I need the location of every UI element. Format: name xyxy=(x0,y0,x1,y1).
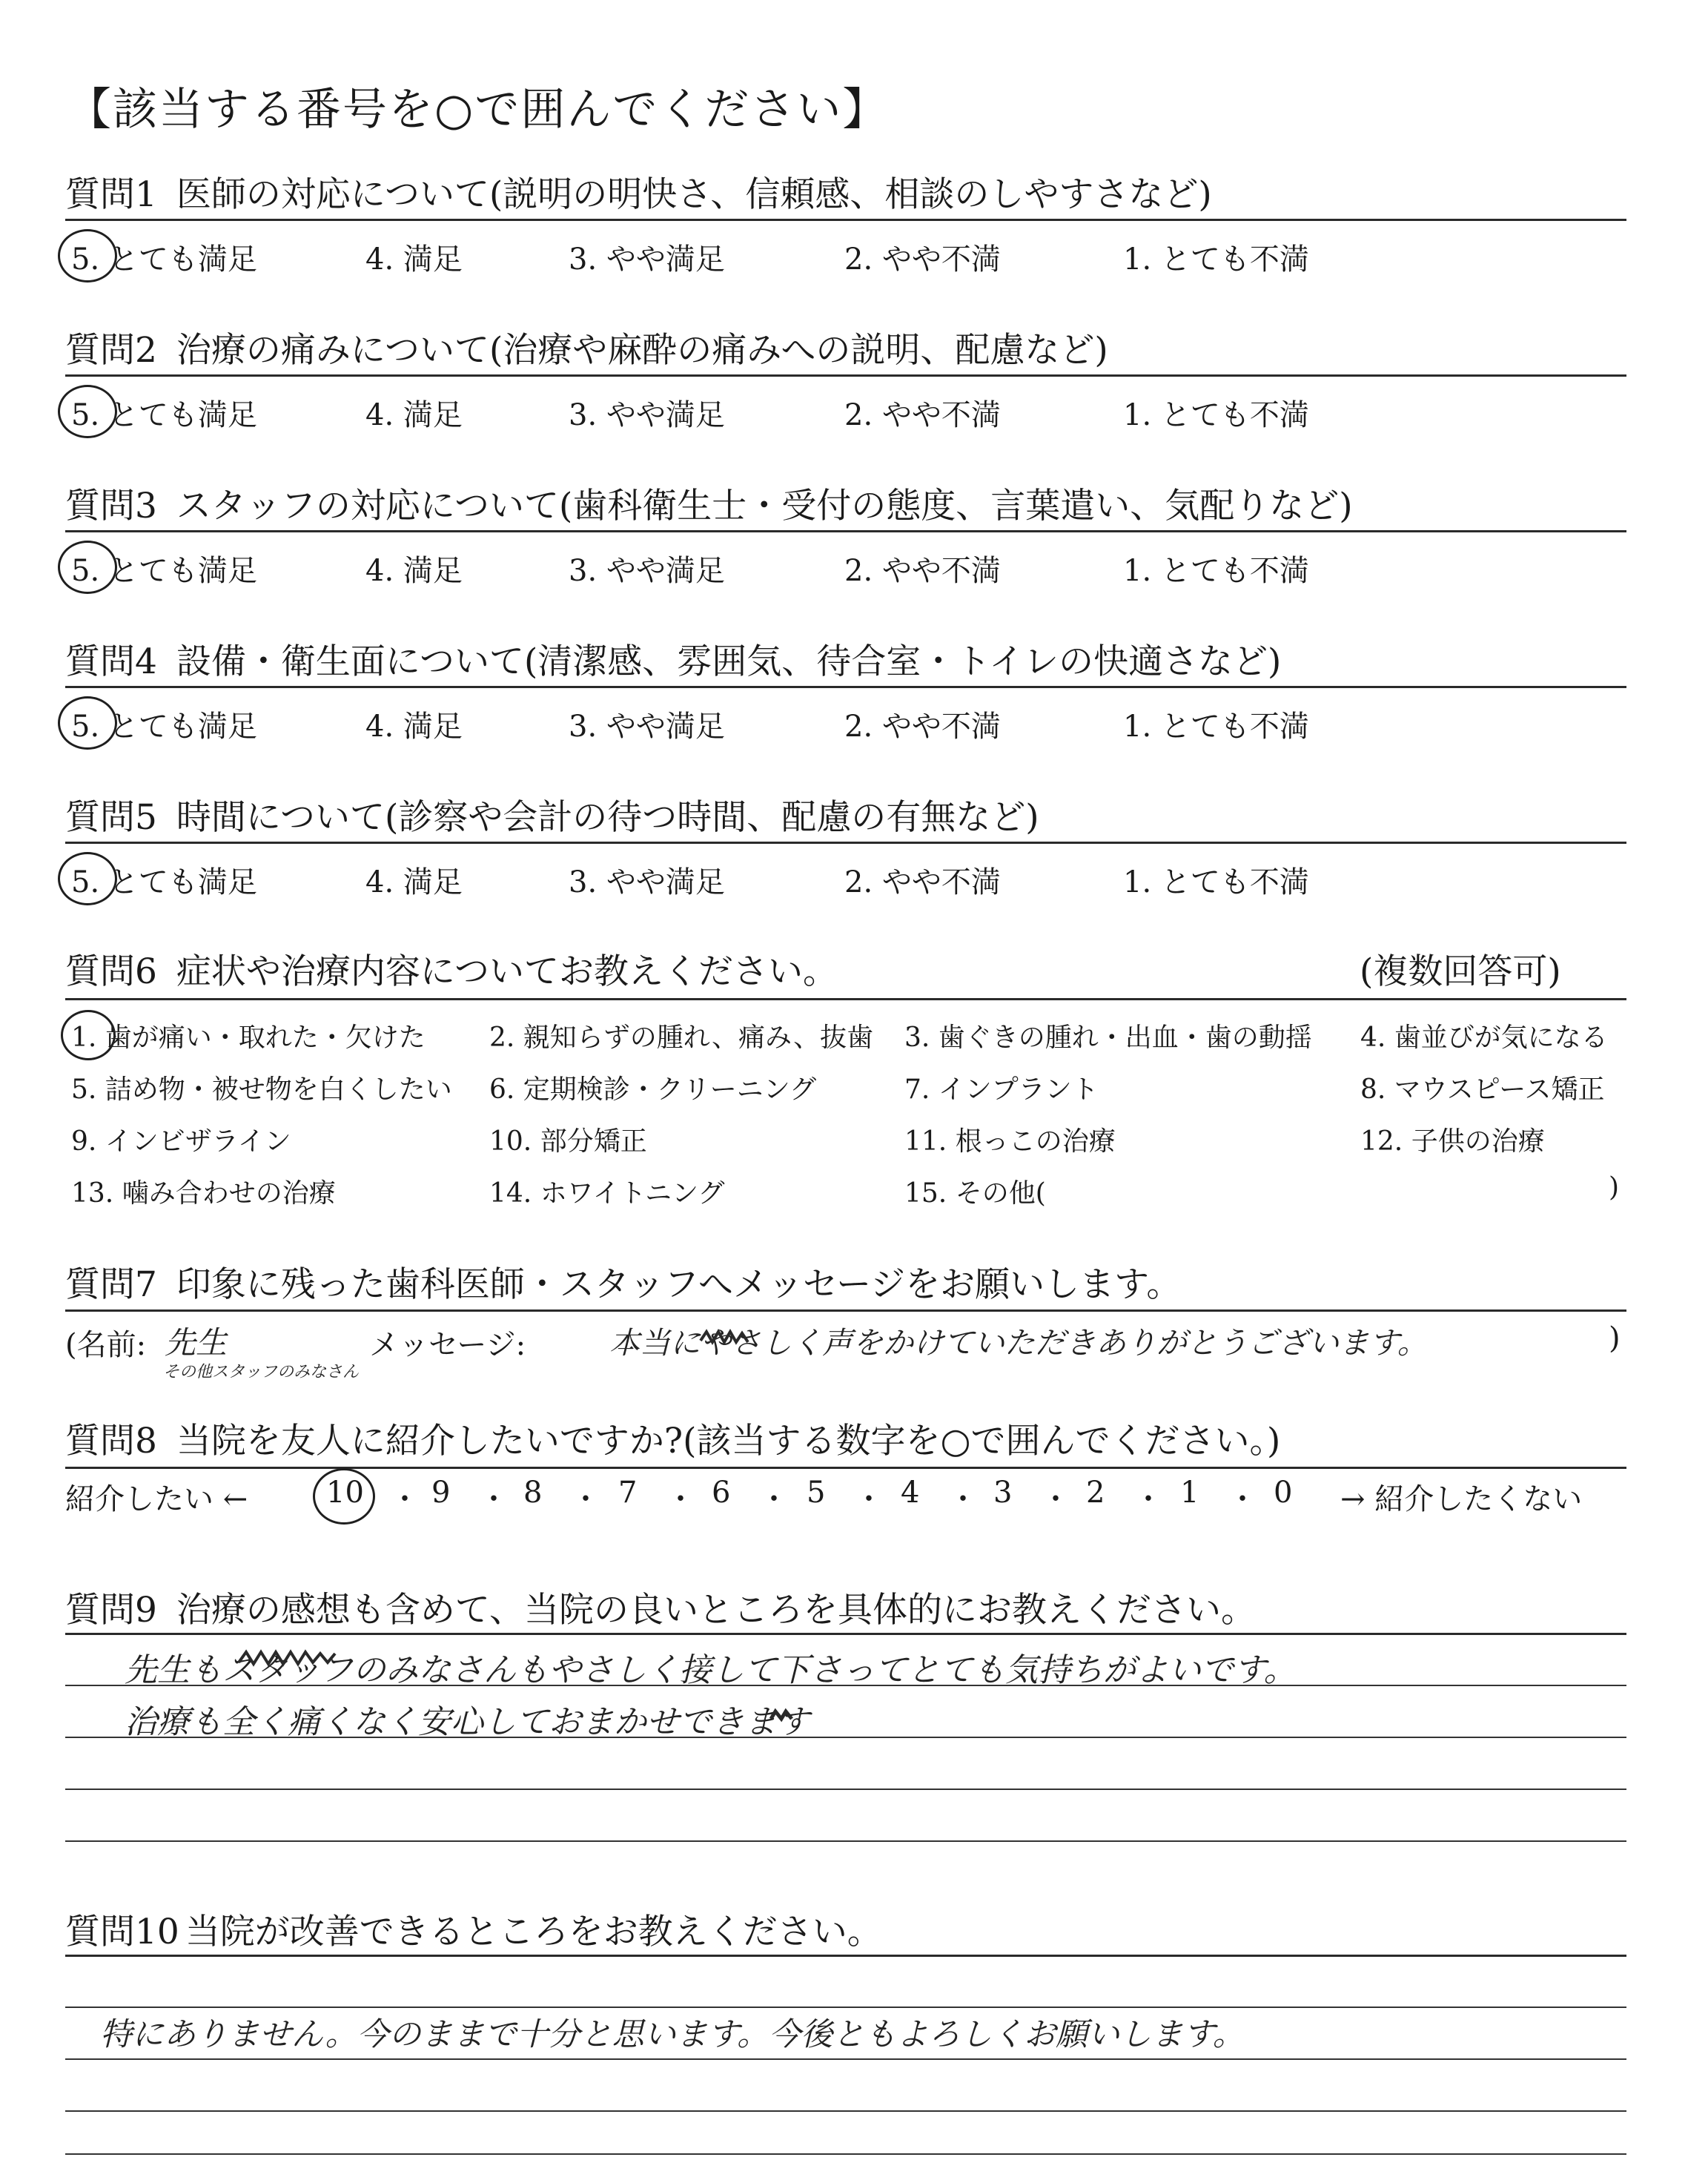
q10-text: 当院が改善できるところをお教えください。 xyxy=(185,1912,882,1952)
q5-option-1[interactable]: 1. とても不満 xyxy=(1123,865,1309,899)
q1-option-1[interactable]: 1. とても不満 xyxy=(1123,242,1309,277)
q7-label: 質問7 xyxy=(65,1264,157,1305)
q3-option-1[interactable]: 1. とても不満 xyxy=(1123,554,1309,588)
q4-label: 質問4 xyxy=(65,641,157,682)
q6-note: (複数回答可) xyxy=(1360,951,1561,992)
q6-option-13[interactable]: 13. 噛み合わせの治療 xyxy=(71,1178,336,1209)
q2-option-1[interactable]: 1. とても不満 xyxy=(1123,398,1309,432)
q6-option-15-close: ) xyxy=(1609,1172,1620,1203)
q8-scale-separator: ・ xyxy=(759,1482,789,1516)
q2-label: 質問2 xyxy=(65,330,157,371)
q6-option-8[interactable]: 8. マウスピース矯正 xyxy=(1360,1074,1605,1105)
q2-option-4[interactable]: 4. 満足 xyxy=(365,398,463,432)
q5-label: 質問5 xyxy=(65,797,157,838)
q6-option-9[interactable]: 9. インビザライン xyxy=(71,1126,291,1157)
q8-text: 当院を友人に紹介したいですか?(該当する数字を○で囲んでください。) xyxy=(176,1421,1281,1462)
q4-option-4[interactable]: 4. 満足 xyxy=(365,710,463,744)
q8-right-label: → 紹介したくない xyxy=(1340,1482,1583,1516)
q7-text: 印象に残った歯科医師・スタッフへメッセージをお願いします。 xyxy=(176,1264,1182,1305)
q4-option-1[interactable]: 1. とても不満 xyxy=(1123,710,1309,744)
q7-message-label: メッセージ: xyxy=(369,1328,526,1362)
q3-option-5[interactable]: 5. とても満足 xyxy=(71,554,257,588)
q5-option-3[interactable]: 3. やや満足 xyxy=(569,865,725,899)
q3-label: 質問3 xyxy=(65,486,157,526)
q6-label: 質問6 xyxy=(65,951,157,992)
q7-name-value-2[interactable]: その他スタッフのみなさん xyxy=(163,1363,360,1381)
q4-text: 設備・衛生面について(清潔感、雰囲気、待合室・トイレの快適さなど) xyxy=(176,641,1282,682)
q1-option-4[interactable]: 4. 満足 xyxy=(365,242,463,277)
q3-option-2[interactable]: 2. やや不満 xyxy=(844,554,1001,588)
q1-option-5[interactable]: 5. とても満足 xyxy=(71,242,257,277)
q6-option-15[interactable]: 15. その他( xyxy=(904,1178,1046,1209)
q6-option-4[interactable]: 4. 歯並びが気になる xyxy=(1360,1023,1608,1053)
q4-option-5[interactable]: 5. とても満足 xyxy=(71,710,257,744)
q1-text: 医師の対応について(説明の明快さ、信頼感、相談のしやすさなど) xyxy=(176,174,1212,215)
q9-answer-text-2[interactable]: 治療も全く痛くなく安心しておまかせできます xyxy=(125,1703,810,1741)
q10-answer-line-1 xyxy=(65,2007,1626,2008)
q10-answer-text-1[interactable]: 特にありません。今のままで十分と思います。今後ともよろしくお願いします。 xyxy=(100,2016,1245,2053)
q6-option-12[interactable]: 12. 子供の治療 xyxy=(1360,1126,1545,1157)
q2-option-5[interactable]: 5. とても満足 xyxy=(71,398,257,432)
q8-scale-separator: ・ xyxy=(1133,1482,1163,1516)
q9-label: 質問9 xyxy=(65,1590,157,1631)
q10-heading xyxy=(65,1904,882,1954)
q2-option-3[interactable]: 3. やや満足 xyxy=(569,398,725,432)
q10-answer-line-3 xyxy=(65,2110,1626,2112)
q3-option-3[interactable]: 3. やや満足 xyxy=(569,554,725,588)
q6-option-1[interactable]: 1. 歯が痛い・取れた・欠けた xyxy=(71,1023,426,1053)
q5-option-2[interactable]: 2. やや不満 xyxy=(844,865,1001,899)
q10-rule xyxy=(65,1955,1626,1957)
q7-name-value[interactable]: 先生 xyxy=(165,1324,228,1361)
q9-text: 治療の感想も含めて、当院の良いところを具体的にお教えください。 xyxy=(176,1590,1256,1631)
q1-option-3[interactable]: 3. やや満足 xyxy=(569,242,725,277)
q8-scale-separator: ・ xyxy=(390,1482,420,1516)
q8-scale-option[interactable]: 8 xyxy=(523,1476,543,1510)
q8-scale-option[interactable]: 7 xyxy=(618,1476,638,1510)
q8-label: 質問8 xyxy=(65,1421,157,1462)
q3-text: スタッフの対応について(歯科衛生士・受付の態度、言葉遣い、気配りなど) xyxy=(176,486,1353,526)
q4-option-2[interactable]: 2. やや不満 xyxy=(844,710,1001,744)
q8-scale-option[interactable]: 2 xyxy=(1086,1476,1105,1510)
q8-scale-option[interactable]: 6 xyxy=(712,1476,731,1510)
page-title: 【該当する番号を○で囲んでください】 xyxy=(67,84,889,136)
q8-scale-option[interactable]: 1 xyxy=(1180,1476,1199,1510)
q8-left-label: 紹介したい ← xyxy=(65,1482,248,1516)
q3-option-4[interactable]: 4. 満足 xyxy=(365,554,463,588)
q8-scale-separator: ・ xyxy=(479,1482,509,1516)
q8-scale-option[interactable]: 5 xyxy=(807,1476,826,1510)
q8-scale-option[interactable]: 10 xyxy=(326,1476,364,1510)
q2-option-2[interactable]: 2. やや不満 xyxy=(844,398,1001,432)
q10-answer-line-2 xyxy=(65,2058,1626,2060)
q6-option-6[interactable]: 6. 定期検診・クリーニング xyxy=(489,1074,817,1105)
q6-option-5[interactable]: 5. 詰め物・被せ物を白くしたい xyxy=(71,1074,452,1105)
q10-answer-line-4 xyxy=(65,2153,1626,2155)
q8-scale-separator: ・ xyxy=(1041,1482,1070,1516)
q8-scale-option[interactable]: 0 xyxy=(1274,1476,1293,1510)
q5-option-5[interactable]: 5. とても満足 xyxy=(71,865,257,899)
q8-scale-separator: ・ xyxy=(666,1482,695,1516)
q6-option-3[interactable]: 3. 歯ぐきの腫れ・出血・歯の動揺 xyxy=(904,1023,1312,1053)
q10-label: 質問10 xyxy=(65,1912,179,1952)
q8-scale-option[interactable]: 3 xyxy=(993,1476,1013,1510)
q7-name-label: (名前: xyxy=(65,1328,147,1362)
q6-option-10[interactable]: 10. 部分矯正 xyxy=(489,1126,647,1157)
q8-scale-option[interactable]: 4 xyxy=(901,1476,920,1510)
q6-option-11[interactable]: 11. 根っこの治療 xyxy=(904,1126,1116,1157)
q1-label: 質問1 xyxy=(65,174,157,215)
q4-option-3[interactable]: 3. やや満足 xyxy=(569,710,725,744)
q6-option-7[interactable]: 7. インプラント xyxy=(904,1074,1099,1105)
q8-scale-separator: ・ xyxy=(948,1482,978,1516)
q8-scale-separator: ・ xyxy=(571,1482,600,1516)
q6-option-14[interactable]: 14. ホワイトニング xyxy=(489,1178,725,1209)
q8-scale-option[interactable]: 9 xyxy=(431,1476,451,1510)
q5-text: 時間について(診察や会計の待つ時間、配慮の有無など) xyxy=(176,797,1039,838)
q2-text: 治療の痛みについて(治療や麻酔の痛みへの説明、配慮など) xyxy=(176,330,1108,371)
q6-text: 症状や治療内容についてお教えください。 xyxy=(176,951,838,992)
q1-option-2[interactable]: 2. やや不満 xyxy=(844,242,1001,277)
q7-message-value[interactable]: 本当にやさしく声をかけていただきありがとうございます。 xyxy=(609,1325,1428,1361)
q6-option-2[interactable]: 2. 親知らずの腫れ、痛み、抜歯 xyxy=(489,1023,874,1053)
q9-answer-text-1[interactable]: 先生もスタッフのみなさんもやさしく接して下さってとても気持ちがよいです。 xyxy=(125,1651,1297,1689)
q7-close: ) xyxy=(1609,1321,1621,1355)
q8-scale-separator: ・ xyxy=(854,1482,884,1516)
q8-scale-separator: ・ xyxy=(1228,1482,1257,1516)
q5-option-4[interactable]: 4. 満足 xyxy=(365,865,463,899)
